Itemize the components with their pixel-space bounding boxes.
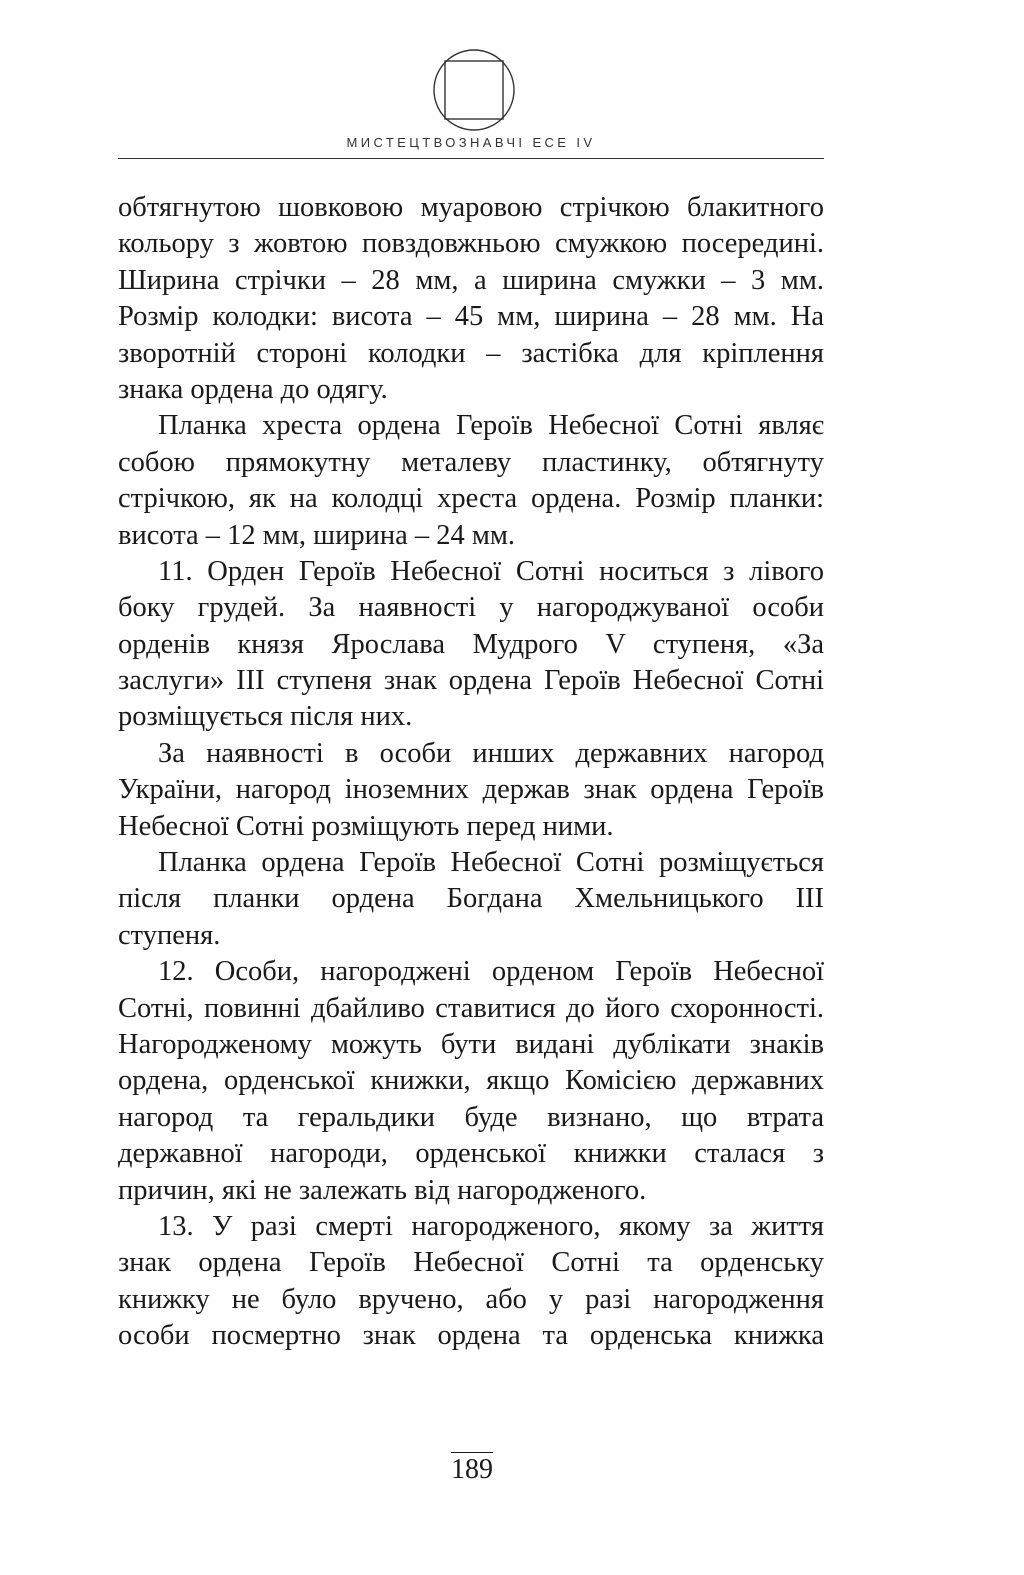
text-line: Розмір колодки: висота – 45 мм, ширина – 28 мм. На xyxy=(118,301,824,333)
text-line: заслуги» III ступеня знак ордена Героїв Небесної Сотні xyxy=(118,665,824,697)
circle-square-emblem xyxy=(432,48,516,132)
text-line: висота – 12 мм, ширина – 24 мм. xyxy=(118,519,516,551)
text-line: боку грудей. За наявності у нагороджуваної особи xyxy=(118,592,824,624)
text-line: ступеня. xyxy=(118,919,221,951)
text-line: Небесної Сотні розміщують перед ними. xyxy=(118,810,614,842)
text-line: книжку не було вручено, або у разі нагородження xyxy=(118,1283,824,1315)
text-line: 13. У разі смерті нагородженого, якому за життя xyxy=(158,1210,824,1242)
text-line: України, нагород іноземних держав знак ордена Героїв xyxy=(118,774,824,806)
text-line: знак ордена Героїв Небесної Сотні та орденську xyxy=(118,1247,824,1279)
running-head-title: МИСТЕЦТВОЗНАВЧІ ЕСЕ IV xyxy=(346,135,596,150)
text-line: орденів князя Ярослава Мудрого V ступеня, «За xyxy=(118,628,824,660)
text-line: стрічкою, як на колодці хреста ордена. Розмір планки: xyxy=(118,483,824,515)
page-number: 189 xyxy=(451,1454,493,1485)
text-line: причин, які не залежать від нагородженого. xyxy=(118,1174,647,1206)
text-line: зворотній стороні колодки – застібка для кріплення xyxy=(118,337,824,369)
text-line: Ширина стрічки – 28 мм, а ширина смужки – 3 мм. xyxy=(118,264,824,296)
text-line: За наявності в особи инших державних нагород xyxy=(158,737,824,769)
text-line: Нагородженому можуть бути видані дублікати знаків xyxy=(118,1028,824,1060)
body-text xyxy=(118,190,824,1355)
text-line: 11. Орден Героїв Небесної Сотні носиться з лівого xyxy=(158,555,824,587)
text-line: нагород та геральдики буде визнано, що втрата xyxy=(118,1101,824,1133)
text-line: після планки ордена Богдана Хмельницького III xyxy=(118,883,824,915)
header-rule xyxy=(118,158,824,159)
text-line: Сотні, повинні дбайливо ставитися до його схоронності. xyxy=(118,992,824,1024)
text-line: Планка хреста ордена Героїв Небесної Сотні являє xyxy=(158,410,824,442)
text-line: кольору з жовтою повздовжньою смужкою посередині. xyxy=(118,228,824,260)
text-line: Планка ордена Героїв Небесної Сотні розміщується xyxy=(158,847,824,879)
text-line: державної нагороди, орденської книжки сталася з xyxy=(118,1138,824,1170)
text-line: знака ордена до одягу. xyxy=(118,373,388,405)
text-line: ордена, орденської книжки, якщо Комісією державних xyxy=(118,1065,824,1097)
text-line: розміщується після них. xyxy=(118,701,413,733)
text-line: 12. Особи, нагороджені орденом Героїв Небесної xyxy=(158,956,824,988)
text-line: обтягнутою шовковою муаровою стрічкою блакитного xyxy=(118,192,824,223)
text-line: особи посмертно знак ордена та орденська книжка xyxy=(118,1320,824,1352)
text-line: собою прямокутну металеву пластинку, обтягнуту xyxy=(118,446,824,478)
page-number-container xyxy=(0,1452,944,1486)
